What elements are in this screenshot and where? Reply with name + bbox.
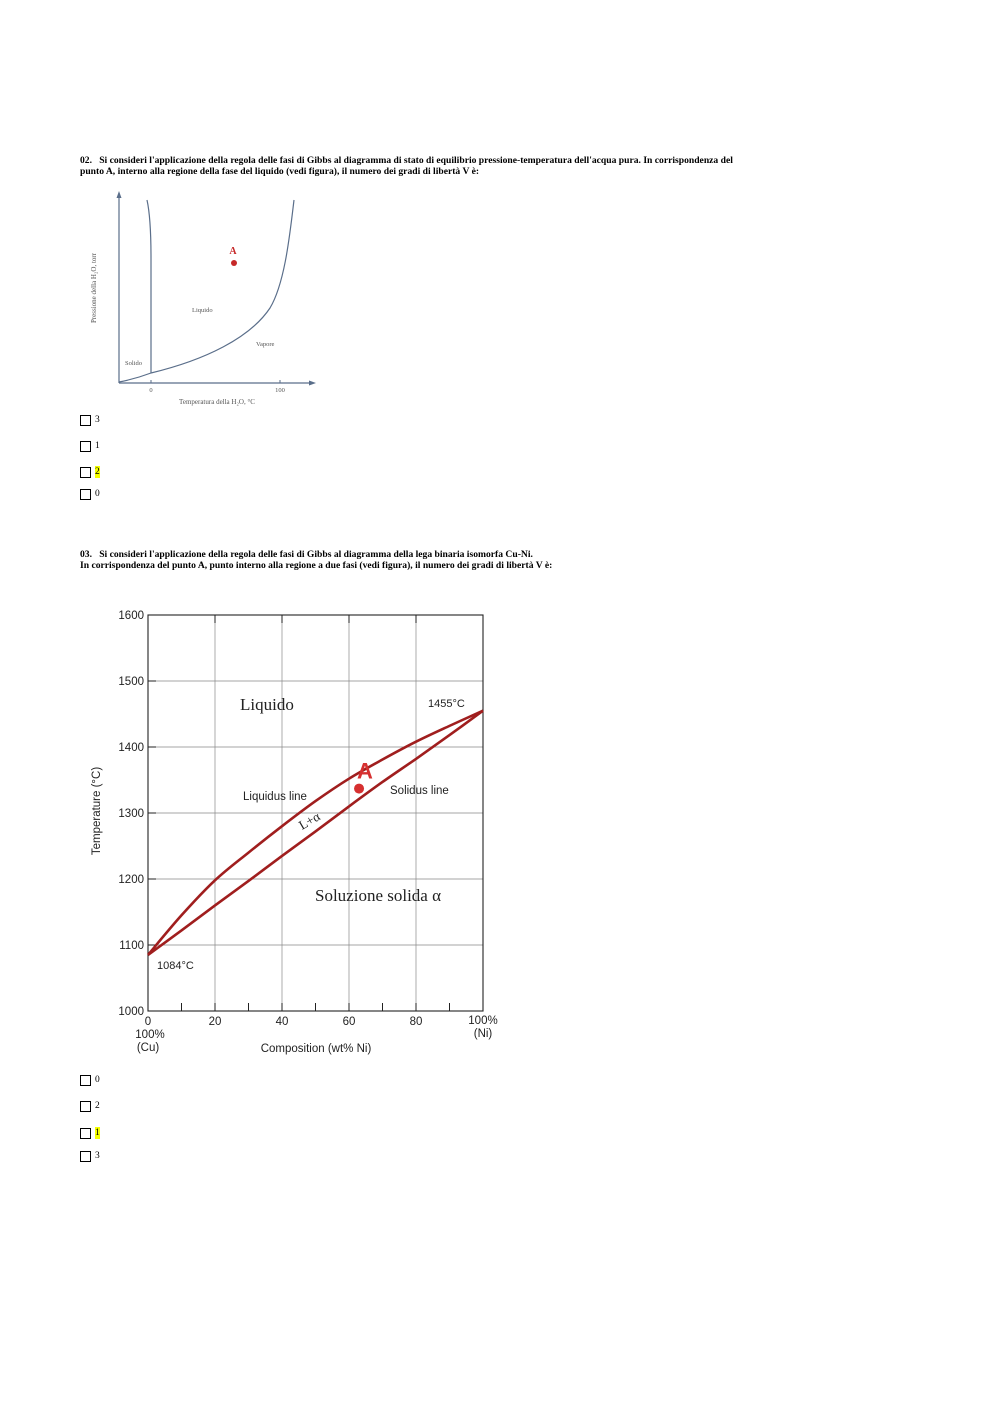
region-liquid: Liquido — [192, 307, 213, 314]
question-02-text — [80, 155, 920, 177]
q03-option-4[interactable] — [80, 1150, 100, 1164]
two-phase-label: L+α — [296, 808, 323, 833]
q03-option-4-label: 3 — [95, 1151, 100, 1161]
y-axis-label: Temperature (°C) — [91, 766, 103, 856]
x-tick-label: 80 — [409, 1016, 423, 1028]
x-right-end-line2: (Ni) — [473, 1028, 493, 1040]
y-tick-label: 1300 — [118, 808, 144, 820]
solidus-line-label: Solidus line — [390, 785, 449, 797]
question-02-line1: Si consideri l'applicazione della regola delle fasi di Gibbs al diagramma di stato di equilibrio pressione-temperatura dell'acqua pura. In corrispondenza del — [99, 155, 733, 166]
point-a-label: A — [229, 246, 237, 257]
plot-frame — [148, 615, 483, 1011]
q03-option-1[interactable] — [80, 1074, 100, 1088]
region-solid: Solido — [125, 360, 142, 367]
question-03-text — [80, 549, 920, 571]
question-03-number: 03. — [80, 549, 92, 560]
q02-option-3[interactable] — [80, 466, 100, 480]
q02-checkbox-4[interactable] — [80, 489, 91, 500]
solidus-curve — [148, 711, 483, 955]
question-02-number: 02. — [80, 155, 92, 166]
liquidus-curve — [148, 711, 483, 955]
y-axis-label: Pressione della H₂O, torr — [90, 252, 98, 324]
q03-option-1-label: 0 — [95, 1075, 100, 1085]
q02-option-4-label: 0 — [95, 489, 100, 499]
x-tick-label: 0 — [144, 1016, 152, 1028]
q02-option-2[interactable] — [80, 440, 100, 454]
y-axis-arrow — [117, 191, 122, 198]
region-liquid-label: Liquido — [240, 695, 294, 714]
question-03-line2: In corrispondenza del punto A, punto interno alla regione a due fasi (vedi figura), il numero dei gradi di libertà V è: — [80, 560, 553, 571]
x-tick-label: 60 — [342, 1016, 356, 1028]
q02-option-1-label: 3 — [95, 415, 100, 425]
q03-checkbox-1[interactable] — [80, 1075, 91, 1086]
q02-option-1[interactable] — [80, 414, 100, 428]
y-tick-label: 1600 — [118, 610, 144, 622]
melting-curve — [147, 200, 151, 373]
x-tick-label: 40 — [275, 1016, 289, 1028]
y-tick-label: 1400 — [118, 742, 144, 754]
x-axis-label: Composition (wt% Ni) — [260, 1043, 372, 1055]
point-a-label: A — [357, 758, 373, 784]
q02-option-2-label: 1 — [95, 441, 100, 451]
x-tick-label-100: 100 — [275, 387, 285, 394]
y-tick-label: 1500 — [118, 676, 144, 688]
x-left-end-line1: 100% — [135, 1029, 165, 1041]
point-a-marker — [354, 784, 364, 794]
region-vapor: Vapore — [256, 341, 275, 348]
x-axis-arrow — [309, 381, 316, 386]
q03-option-2[interactable] — [80, 1100, 100, 1114]
x-tick-label-0: 0 — [149, 387, 153, 394]
q03-checkbox-4[interactable] — [80, 1151, 91, 1162]
q03-option-3[interactable] — [80, 1127, 100, 1141]
x-axis-label: Temperatura della H₂O, °C — [179, 398, 255, 406]
q02-checkbox-1[interactable] — [80, 415, 91, 426]
q03-checkbox-2[interactable] — [80, 1101, 91, 1112]
q02-checkbox-3[interactable] — [80, 467, 91, 478]
x-left-end-line2: (Cu) — [136, 1042, 160, 1054]
q02-option-4[interactable] — [80, 488, 100, 502]
liquidus-line-label: Liquidus line — [243, 791, 307, 803]
melt-ni-label: 1455°C — [428, 698, 465, 710]
question-02-line2: punto A, interno alla regione della fase del liquido (vedi figura), il numero dei gradi di libertà V è: — [80, 166, 480, 177]
point-a-marker — [231, 260, 237, 266]
sublimation-curve — [119, 373, 151, 382]
q03-checkbox-3[interactable] — [80, 1128, 91, 1139]
q02-option-3-label: 2 — [95, 467, 100, 477]
y-tick-label: 1100 — [119, 940, 144, 952]
q03-option-2-label: 2 — [95, 1101, 100, 1111]
x-right-end-line1: 100% — [468, 1015, 498, 1027]
x-tick-label: 20 — [208, 1016, 222, 1028]
water-phase-diagram — [85, 188, 325, 410]
q02-checkbox-2[interactable] — [80, 441, 91, 452]
region-solid-label: Soluzione solida α — [315, 886, 442, 905]
question-03-line1: Si consideri l'applicazione della regola delle fasi di Gibbs al diagramma della lega binaria isomorfa Cu-Ni. — [99, 549, 533, 560]
y-tick-label: 1000 — [118, 1006, 144, 1018]
q03-option-3-label: 1 — [95, 1128, 100, 1138]
y-tick-label: 1200 — [118, 874, 144, 886]
melt-cu-label: 1084°C — [157, 960, 194, 972]
